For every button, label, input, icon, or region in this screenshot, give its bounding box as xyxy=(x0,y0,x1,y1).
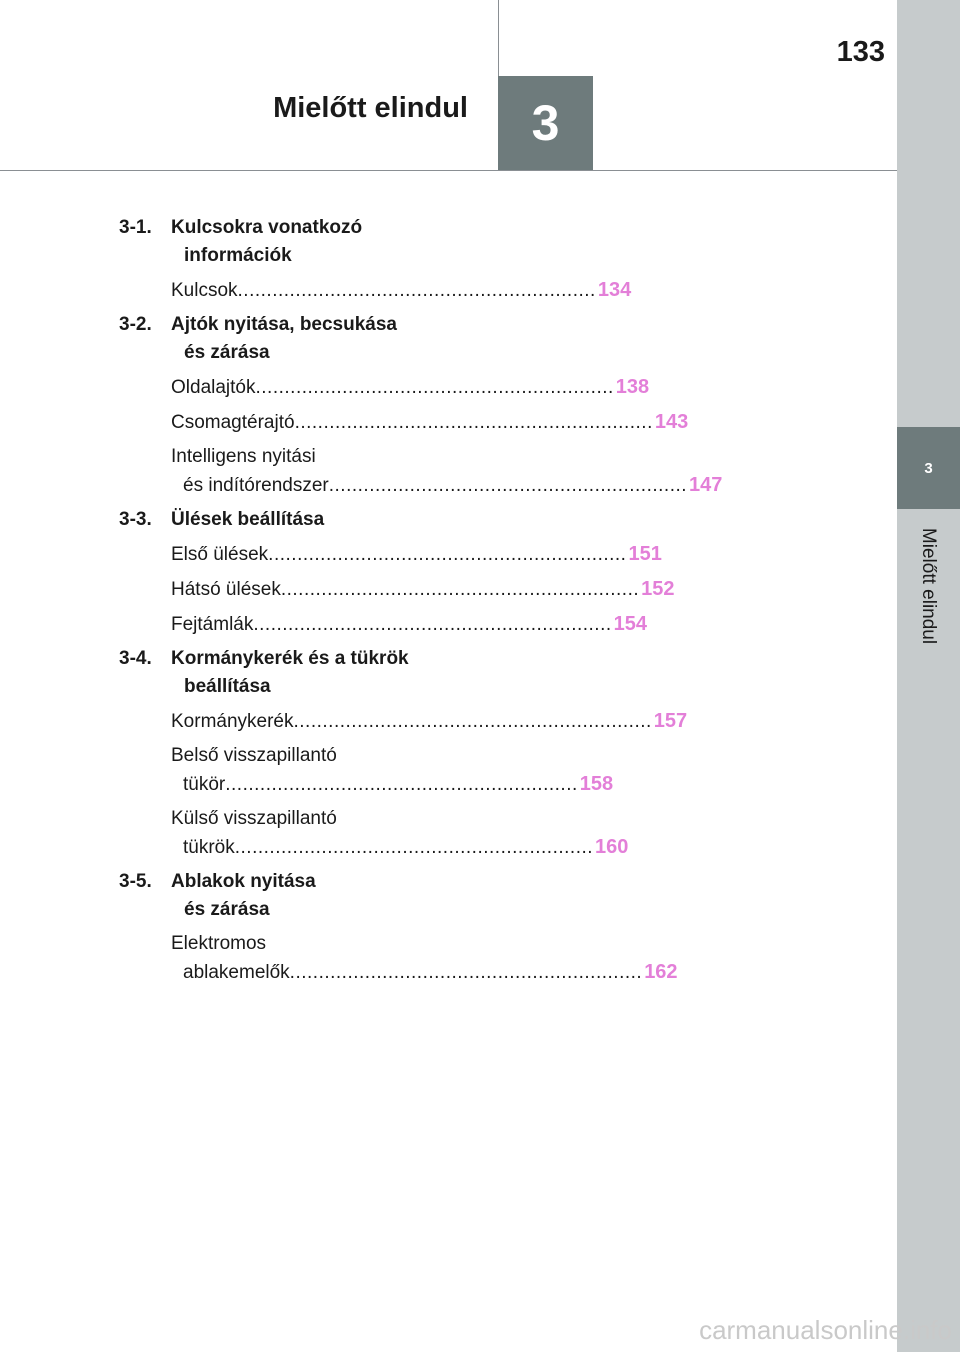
section-number: 3-5. xyxy=(119,871,152,892)
side-strip xyxy=(897,0,960,1352)
section-number: 3-1. xyxy=(119,217,152,238)
section-title: Ablakok nyitása és zárása xyxy=(171,871,316,920)
toc-entry-belso-visszapillanto[interactable]: Belső visszapillantó tükör ............................................................. 158 xyxy=(171,742,464,799)
leader-dots: .............................................................. xyxy=(234,837,594,858)
section-number: 3-2. xyxy=(119,314,152,335)
header-vertical-rule xyxy=(498,0,499,76)
leader-dots: .............................................................. xyxy=(253,614,612,635)
section-title: Kormánykerék és a tükrök beállítása xyxy=(171,648,409,697)
section-number: 3-3. xyxy=(119,509,152,530)
side-tab-label: Mielőtt elindul xyxy=(918,527,939,645)
toc-section-3-4 xyxy=(119,645,464,701)
page-link[interactable]: 147 xyxy=(689,474,723,496)
toc-entry-intelligens-nyitasi[interactable]: Intelligens nyitási és indítórendszer .............................................................. 147 xyxy=(171,443,464,500)
toc-entry-elektromos-ablakemelok[interactable]: Elektromos ablakemelők ............................................................. 162 xyxy=(171,930,464,987)
toc-section-3-3 xyxy=(119,506,464,534)
leader-dots: ............................................................. xyxy=(225,774,578,795)
chapter-number-box: 3 xyxy=(498,76,593,170)
toc-entry-kormanykerek[interactable]: Kormánykerék .............................................................. 157 xyxy=(171,707,464,736)
chapter-title: Mielőtt elindul xyxy=(273,92,468,124)
leader-dots: .............................................................. xyxy=(255,377,614,398)
toc-entry-kulso-visszapillanto[interactable]: Külső visszapillantó tükrök .............................................................. 160 xyxy=(171,805,464,862)
watermark: carmanualsonline.info xyxy=(699,1315,952,1345)
page-link[interactable]: 154 xyxy=(613,613,648,635)
leader-dots: .............................................................. xyxy=(268,544,627,565)
toc-entry-hatso-ulesek[interactable]: Hátsó ülések .............................................................. 152 xyxy=(171,575,464,604)
header-horizontal-rule xyxy=(0,170,897,171)
toc-entry-csomagterajto[interactable]: Csomagtérajtó .............................................................. 143 xyxy=(171,408,464,437)
toc-entry-fejtamlak[interactable]: Fejtámlák .............................................................. 154 xyxy=(171,610,464,639)
toc-section-3-5 xyxy=(119,868,464,924)
leader-dots: .............................................................. xyxy=(294,412,653,433)
section-title: Ülések beállítása xyxy=(171,509,325,530)
page-link[interactable]: 138 xyxy=(615,376,650,398)
page-number: 133 xyxy=(836,36,885,68)
leader-dots: ............................................................. xyxy=(289,962,643,983)
page-link[interactable]: 157 xyxy=(653,710,688,732)
toc-section-3-2 xyxy=(119,311,464,367)
page-link[interactable]: 143 xyxy=(654,411,689,433)
section-title: Ajtók nyitása, becsukása és zárása xyxy=(171,314,397,363)
toc-section-3-1 xyxy=(119,214,464,270)
section-number: 3-4. xyxy=(119,648,152,669)
page-link[interactable]: 152 xyxy=(641,578,675,600)
section-title: Kulcsokra vonatkozó információk xyxy=(171,217,363,266)
page-link[interactable]: 151 xyxy=(628,543,662,565)
toc-entry-kulcsok[interactable]: Kulcsok .............................................................. 134 xyxy=(171,276,464,305)
page-link[interactable]: 162 xyxy=(644,961,678,983)
side-tab-number[interactable]: 3 xyxy=(897,427,960,509)
page-link[interactable]: 158 xyxy=(579,773,614,795)
leader-dots: .............................................................. xyxy=(237,280,596,301)
page-link[interactable]: 134 xyxy=(597,279,632,301)
page-link[interactable]: 160 xyxy=(595,836,629,858)
leader-dots: .............................................................. xyxy=(280,579,640,600)
toc-entry-oldalajtok[interactable]: Oldalajtók .............................................................. 138 xyxy=(171,373,464,402)
table-of-contents xyxy=(119,214,723,987)
toc-entry-elso-ulesek[interactable]: Első ülések .............................................................. 151 xyxy=(171,540,464,569)
leader-dots: .............................................................. xyxy=(328,475,688,496)
leader-dots: .............................................................. xyxy=(293,711,652,732)
